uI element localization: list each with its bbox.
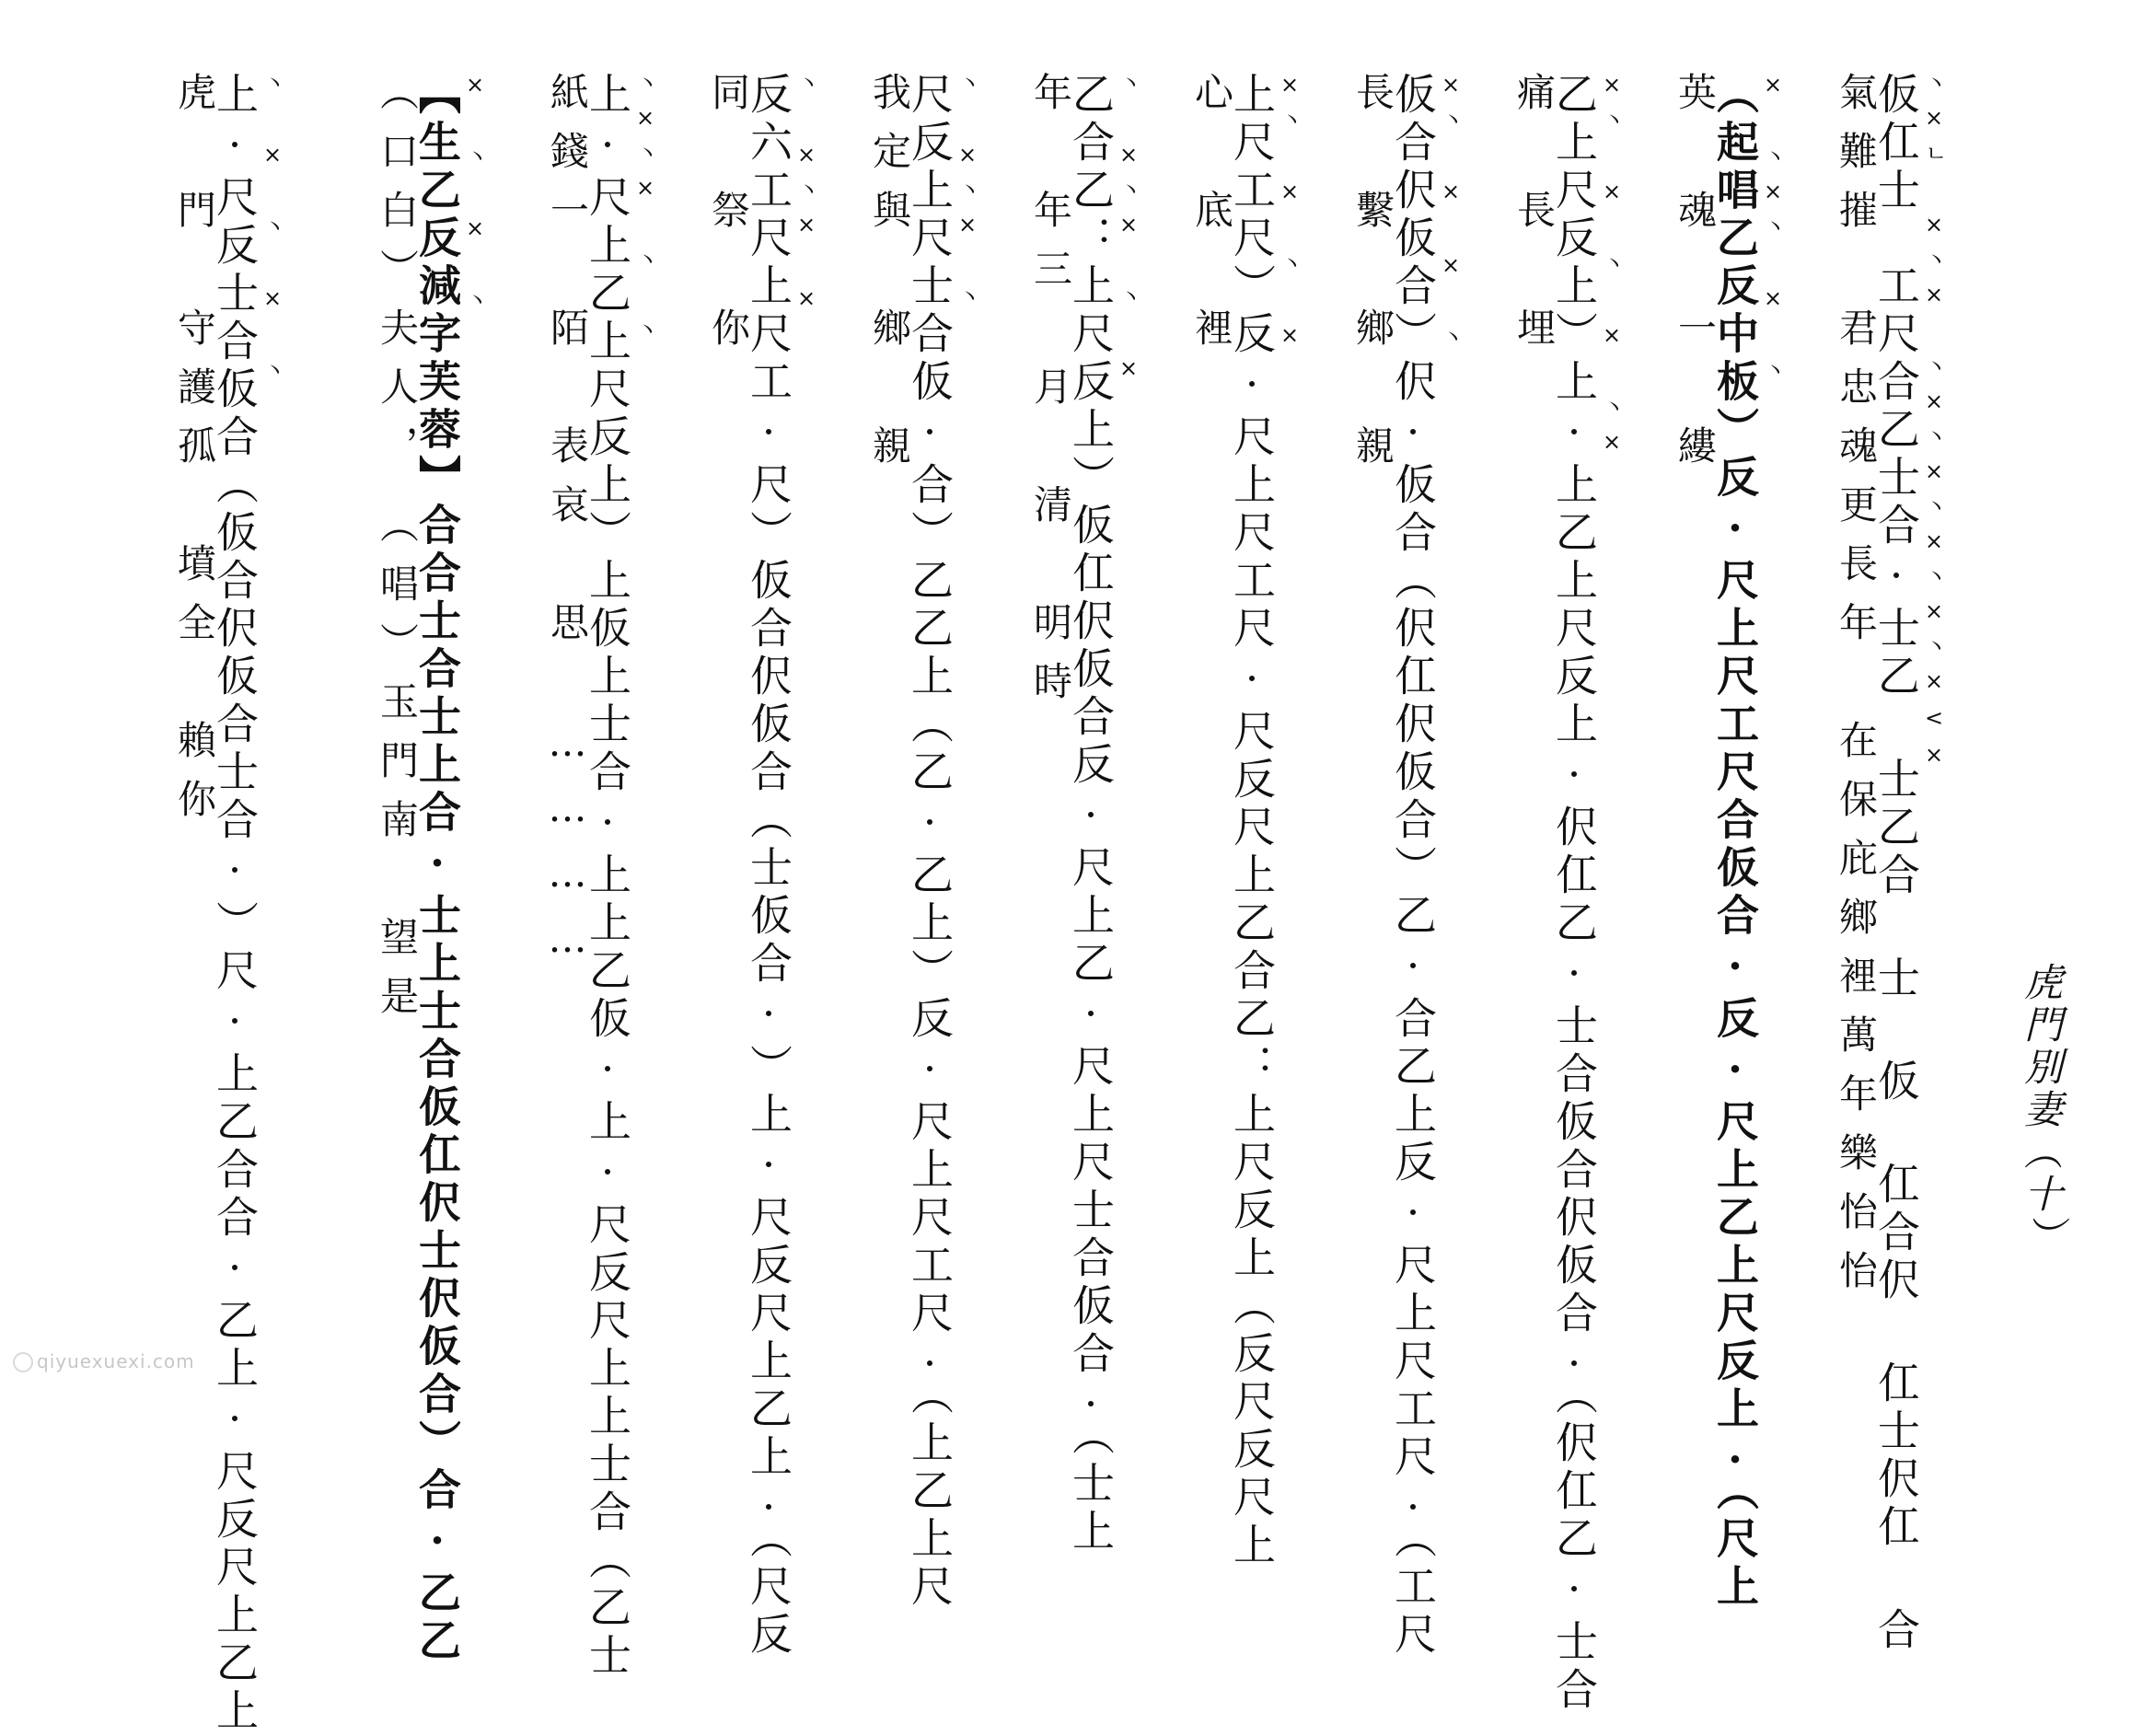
- beat-marks: 丶×ㄴ ×丶× 丶×丶×丶×丶×丶×<×: [1921, 72, 1947, 779]
- score-column-1: [1827, 72, 1945, 1655]
- score-column-6: [1022, 72, 1140, 1557]
- lyric-line: 長 繫 鄉 親: [1350, 72, 1395, 484]
- lyric-line: 紙錢一 陌 表哀 思 …………: [545, 72, 590, 981]
- notation-line: 上·尺上乙上尺反上）上仮上士合·上上乙仮·上·尺反尺上上士合（乙士: [583, 72, 632, 1681]
- notation-line: 乙合乙：上尺反上）仮仜伬仮合反·尺上乙·尺上尺士合仮合·（士上: [1066, 72, 1116, 1557]
- score-column-3: [1505, 72, 1623, 1715]
- beat-marks: ×丶 × 丶 ×: [1277, 72, 1303, 359]
- lyric-line: 年 年三 月 清 明時: [1028, 72, 1073, 720]
- beat-marks: ×丶 × 丶 × 丶×: [1599, 72, 1625, 466]
- score-column-9: [538, 72, 656, 1681]
- notation-line: 上尺工尺）反·尺上尺工尺·尺反尺上乙合乙：上尺反上（反尺反尺上: [1227, 72, 1277, 1570]
- notation-line: （起唱乙反中板）反·尺上尺工尺合仮合·反·尺上乙上尺反上·（尺上: [1710, 72, 1760, 1612]
- lyric-line: 心 底 裡: [1189, 72, 1234, 366]
- beat-marks: ×丶 × × 丶: [1438, 72, 1464, 359]
- beat-marks: 丶 × 丶 × 丶: [260, 72, 285, 392]
- notation-line: 尺反上尺士合仮·合）乙乙上（乙·乙上）反·尺上尺工尺·（上乙上尺: [905, 72, 955, 1612]
- score-column-4: [1344, 72, 1462, 1660]
- beat-marks: 丶 ×丶× ×: [793, 72, 819, 322]
- beat-marks: 丶×丶× 丶 丶: [632, 72, 658, 352]
- site-watermark: [13, 1350, 195, 1373]
- beat-marks: 丶 ×丶× 丶: [955, 72, 980, 318]
- lyric-line: 我定與 鄉 親: [867, 72, 912, 484]
- lyric-line: （口白）夫人， （唱）玉門南 望是: [375, 72, 420, 1035]
- beat-marks: × 丶×丶 × 丶: [1760, 72, 1786, 392]
- notation-line: 仮仜士 工尺合乙士合·士乙 士乙合 士 仮 仜合伬 仜士伬仜 合: [1871, 72, 1921, 1655]
- lyric-line: 同 祭 你: [706, 72, 751, 366]
- lyric-line: 痛 長 埋: [1511, 72, 1557, 366]
- notation-line: 上·尺反士合仮合（仮合伬仮合士合·）尺·上乙合合·乙上·尺反尺上乙上: [210, 72, 260, 1736]
- score-column-10: [368, 72, 486, 1666]
- lyric-line: 虎 門 守護孤 墳全 賴你: [172, 72, 217, 838]
- notation-line: 反六工尺上尺工·尺）仮合伬仮合（士仮合·）上·尺反尺上乙上·（尺反: [744, 72, 793, 1660]
- watermark-text: qiyuexuexi.com: [37, 1349, 195, 1372]
- score-column-8: [700, 72, 817, 1660]
- beat-marks: 丶 ×丶× 丶 ×: [1116, 72, 1141, 392]
- score-column-11: [166, 72, 284, 1736]
- score-column-7: [861, 72, 978, 1612]
- beat-marks: × 丶 × 丶: [462, 72, 488, 322]
- notation-line: 乙上尺反上）上·上乙上尺反上·伬仜乙·士合仮合伬仮合·（伬仜乙·士合: [1549, 72, 1599, 1715]
- page-title: 虎門別妻（十）: [2019, 962, 2064, 1258]
- watermark-logo-icon: [13, 1352, 33, 1372]
- score-column-5: [1183, 72, 1301, 1570]
- notation-line: 仮合伬仮合）伬·仮合（伬仜伬仮合）乙·合乙上反·尺上尺工尺·（工尺: [1388, 72, 1438, 1660]
- lyric-line: 英 魂 一 縷: [1673, 72, 1718, 484]
- score-column-2: [1666, 72, 1784, 1612]
- notation-line: 【生乙反減字芙蓉】合合士合士上合·士上士合仮仜伬士伬仮合）合·乙乙: [412, 72, 462, 1666]
- lyric-line: 氣難摧 君忠魂更長年 在保庇鄉裡萬年樂怡怡: [1834, 72, 1879, 1309]
